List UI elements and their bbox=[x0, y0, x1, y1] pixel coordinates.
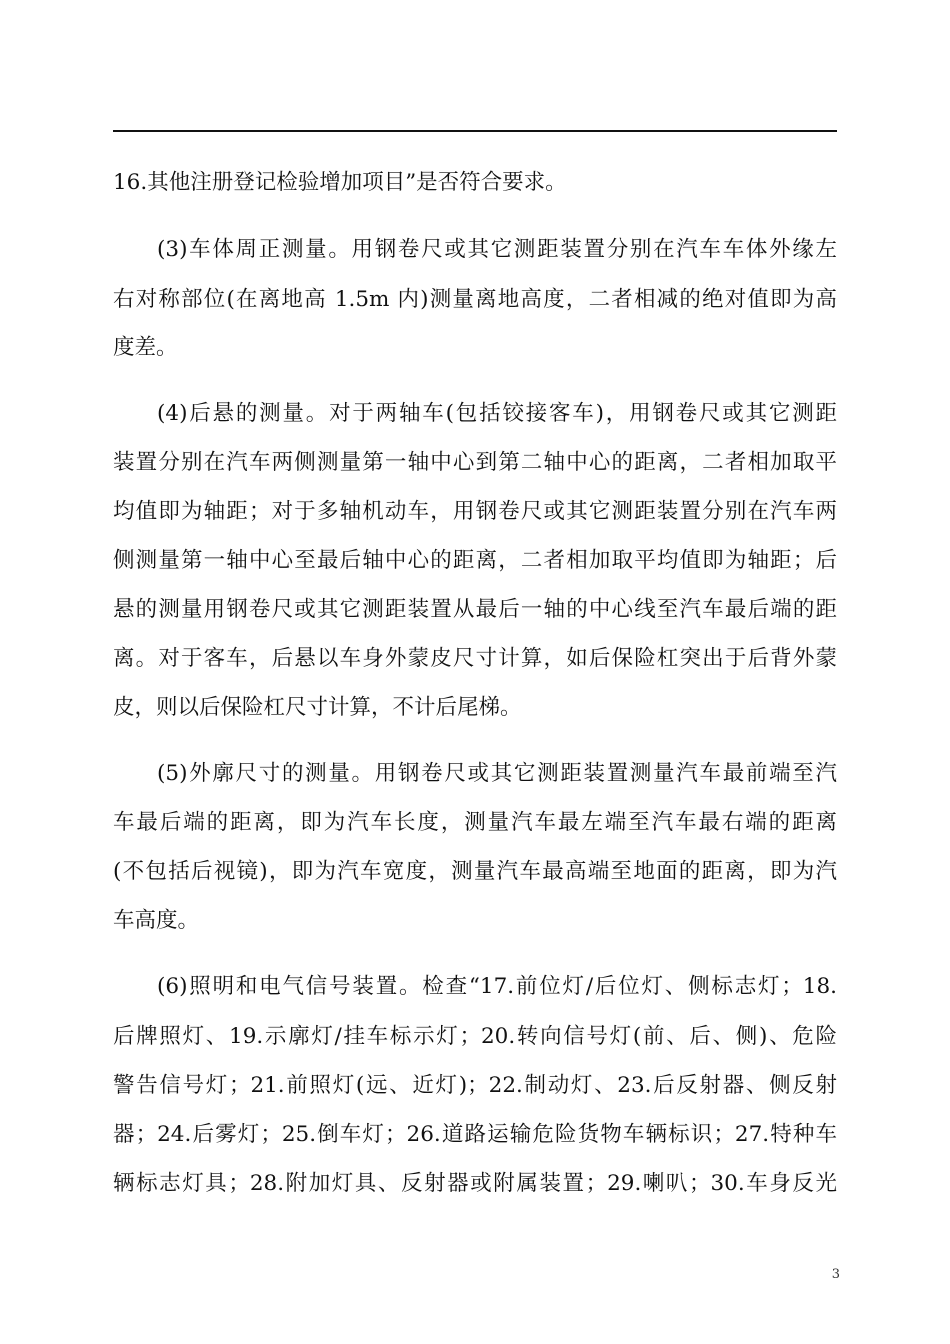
text-line: (3)车体周正测量。用钢卷尺或其它测距装置分别在汽车车体外缘左 bbox=[157, 237, 837, 262]
text-line: 度差。 bbox=[113, 335, 178, 360]
text-line: 右对称部位(在离地高 1.5m 内)测量离地高度，二者相减的绝对值即为高 bbox=[113, 287, 837, 312]
text-line: 皮，则以后保险杠尺寸计算，不计后尾梯。 bbox=[113, 695, 522, 720]
text-line: (5)外廓尺寸的测量。用钢卷尺或其它测距装置测量汽车最前端至汽 bbox=[157, 761, 837, 786]
text-line: 16.其他注册登记检验增加项目”是否符合要求。 bbox=[113, 170, 567, 195]
text-line: (4)后悬的测量。对于两轴车(包括铰接客车)，用钢卷尺或其它测距 bbox=[157, 401, 837, 426]
text-line: (6)照明和电气信号装置。检查“17.前位灯/后位灯、侧标志灯；18. bbox=[157, 974, 837, 999]
header-rule bbox=[113, 130, 837, 132]
text-line: 后牌照灯、19.示廓灯/挂车标示灯；20.转向信号灯(前、后、侧)、危险 bbox=[113, 1024, 837, 1049]
text-line: 车最后端的距离，即为汽车长度，测量汽车最左端至汽车最右端的距离 bbox=[113, 810, 837, 835]
text-line: 均值即为轴距；对于多轴机动车，用钢卷尺或其它测距装置分别在汽车两 bbox=[113, 499, 837, 524]
text-line: 辆标志灯具；28.附加灯具、反射器或附属装置；29.喇叭；30.车身反光 bbox=[113, 1171, 837, 1196]
page-number: 3 bbox=[831, 1267, 840, 1282]
text-line: 侧测量第一轴中心至最后轴中心的距离，二者相加取平均值即为轴距；后 bbox=[113, 548, 837, 573]
text-line: 车高度。 bbox=[113, 908, 200, 933]
text-line: (不包括后视镜)，即为汽车宽度，测量汽车最高端至地面的距离，即为汽 bbox=[113, 859, 837, 884]
text-line: 装置分别在汽车两侧测量第一轴中心到第二轴中心的距离，二者相加取平 bbox=[113, 450, 837, 475]
text-line: 警告信号灯；21.前照灯(远、近灯)；22.制动灯、23.后反射器、侧反射 bbox=[113, 1073, 837, 1098]
text-line: 器；24.后雾灯；25.倒车灯；26.道路运输危险货物车辆标识；27.特种车 bbox=[113, 1122, 837, 1147]
text-line: 悬的测量用钢卷尺或其它测距装置从最后一轴的中心线至汽车最后端的距 bbox=[113, 597, 837, 622]
text-line: 离。对于客车，后悬以车身外蒙皮尺寸计算，如后保险杠突出于后背外蒙 bbox=[113, 646, 837, 671]
